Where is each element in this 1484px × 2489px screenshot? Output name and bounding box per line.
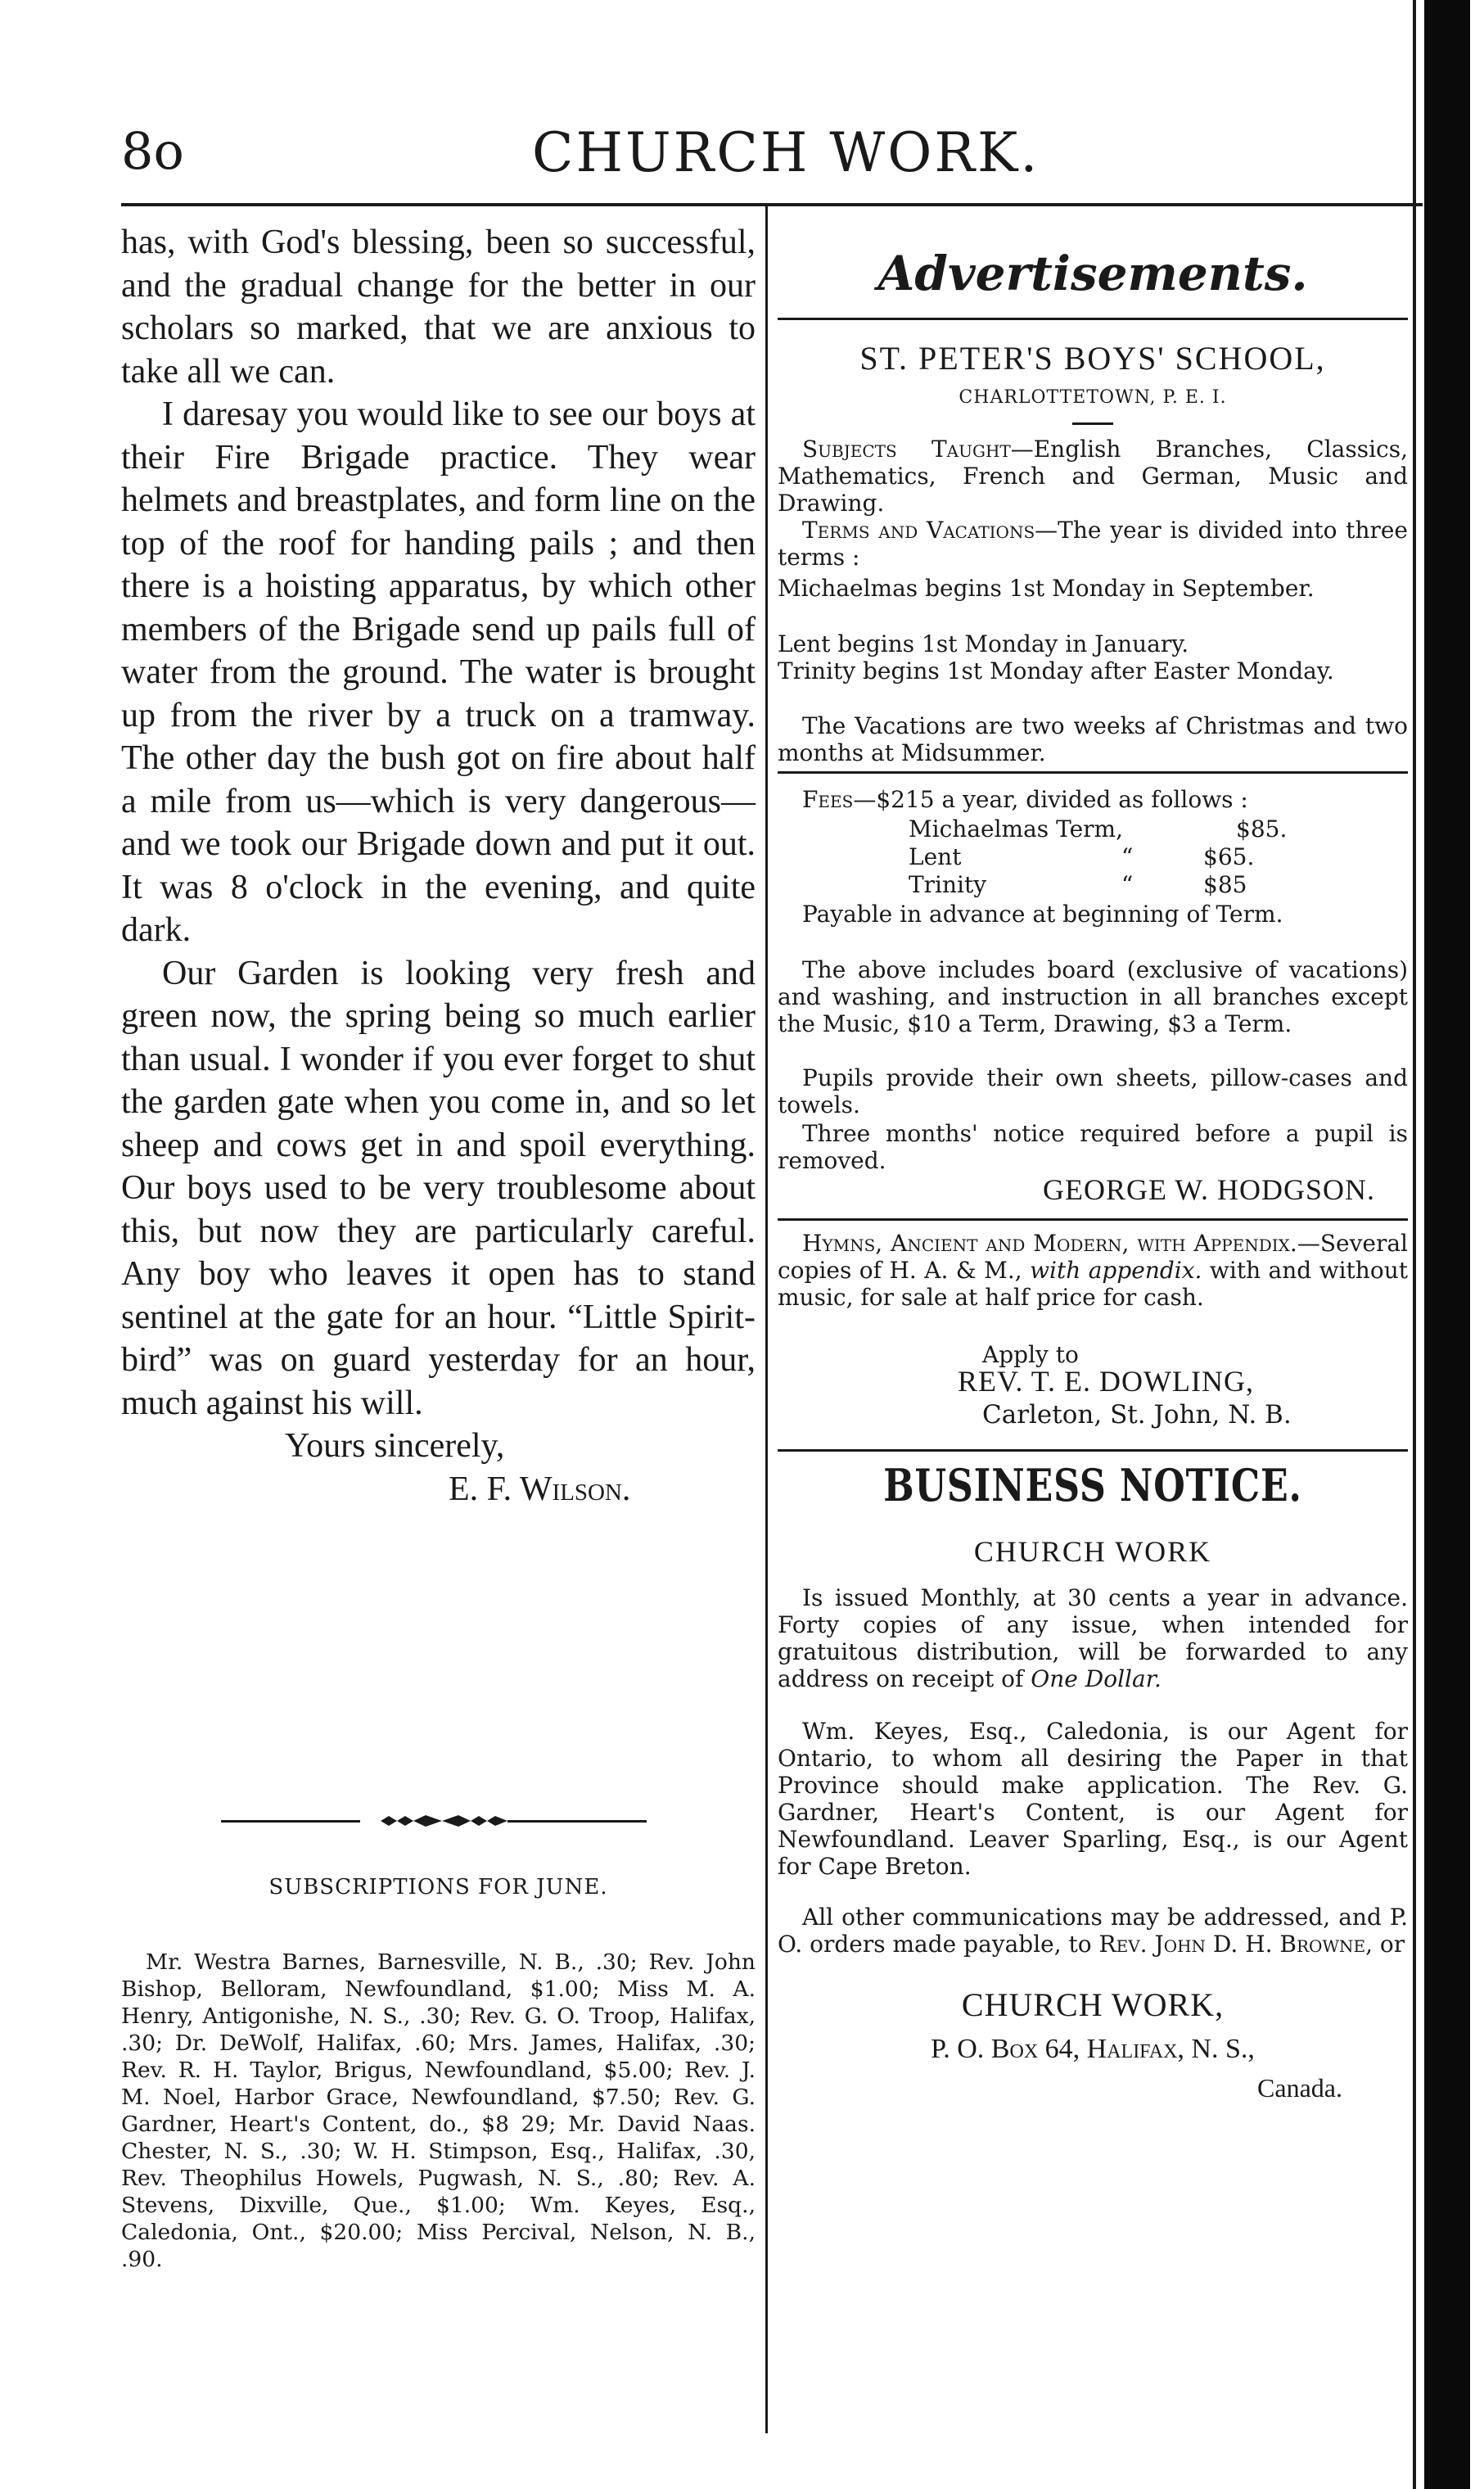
hymns-rule — [778, 1218, 1408, 1221]
page-edge-shadow — [1424, 0, 1470, 2489]
school-includes: The above includes board (exclusive of vacations) and washing, and instruction in all branches except the Music, $10 a Term, Drawing, $3 a Term. — [778, 956, 1408, 1037]
school-notice: Three months' notice required before a pupil is removed. — [778, 1120, 1408, 1174]
header-rule — [121, 203, 1423, 206]
letter-paragraph-1: has, with God's blessing, been so successful, and the gradual change for the better in our scholars so marked, that we are anxious to take all we can. — [121, 224, 756, 391]
hymns-address: Carleton, St. John, N. B. — [982, 1400, 1292, 1430]
business-rule — [778, 1449, 1408, 1452]
business-notice-title: BUSINESS NOTICE. — [883, 1459, 1302, 1511]
letter-closing — [121, 1425, 756, 1511]
business-country: Canada. — [1257, 2073, 1342, 2103]
left-column — [121, 221, 756, 1511]
letter-paragraph-3: Our Garden is looking very fresh and green now, the spring being so much earlier than usual. I wonder if you ever forget to shut the garden gate when you come in, and so let sheep and cows get in and spoil everything. Our boys used to be very troublesome about this, but now they are particularly careful. Any boy who leaves it open has to stand sentinel at the gate for an hour. “Little Spirit-bird” was on guard yesterday for an hour, much against his will. — [121, 954, 756, 1422]
fee-row-ditto: “ — [1121, 843, 1134, 870]
school-vacations: The Vacations are two weeks af Christmas and two months at Midsummer. — [778, 712, 1408, 766]
letter-paragraph-2: I daresay you would like to see our boys at their Fire Brigade practice. They wear helmets and breastplates, and form line on the top of the roof for handing pails ; and then there is a hoisting apparatus, by which other members of the Brigade send up pails full of water from the ground. The water is brought up from the river by a truck on a tramway. The other day the bush got on fire about half a mile from us—which is very dangerous—and we took our Brigade down and put it out. It was 8 o'clock in the evening, and quite dark. — [121, 395, 756, 949]
business-church-work: CHURCH WORK, — [961, 1986, 1225, 2023]
column-divider — [765, 206, 768, 2433]
letter-signature: E. F. Wilson. — [449, 1470, 631, 1508]
business-pobox: P. O. Box 64, Halifax, N. S., — [931, 2034, 1255, 2064]
subscriptions-list: Mr. Westra Barnes, Barnesville, N. B., .30; Rev. John Bishop, Belloram, Newfoundland, $1.00; Miss M. A. Henry, Antigonishe, N. S., .30; Rev. G. O. Troop, Halifax, .30; Dr. DeWolf, Halifax, .60; Mrs. James, Halifax, .30; Rev. R. H. Taylor, Brigus, Newfoundland, $5.00; Rev. J. M. Noel, Harbor Grace, Newfoundland, $7.50; Rev. G. Gardner, Heart's Content, do., $8 29; Mr. David Naas. Chester, N. S., .30; W. H. Stimpson, Esq., Halifax, .30, Rev. Theophilus Howels, Pugwash, N. S., .80; Rev. A. Stevens, Dixville, Que., $1.00; Wm. Keyes, Esq., Caledonia, Ont., $20.00; Miss Percival, Nelson, N. B., .90. — [121, 1949, 756, 2272]
fee-row-ditto: “ — [1121, 871, 1134, 898]
school-signature: GEORGE W. HODGSON. — [1042, 1173, 1375, 1206]
term-michaelmas: Michaelmas begins 1st Monday in September. — [778, 575, 1315, 602]
school-section-rule — [778, 771, 1408, 774]
business-issued: Is issued Monthly, at 30 cents a year in advance. Forty copies of any issue, when intended for gratuitous distribution, will be forwarded to any address on receipt of One Dollar. — [778, 1584, 1408, 1692]
business-subtitle: CHURCH WORK — [973, 1535, 1212, 1568]
page-number: 8o — [121, 121, 184, 181]
fee-row-term: Lent — [909, 843, 962, 870]
school-pupils: Pupils provide their own sheets, pillow-cases and towels. — [778, 1064, 1408, 1118]
school-subjects: Subjects Taught—English Branches, Classics, Mathematics, French and German, Music and Drawing. — [778, 436, 1409, 517]
fee-row-term: Trinity — [909, 871, 987, 898]
business-other: All other communications may be addressed, and P. O. orders made payable, to Rev. John D. H. Browne, or — [778, 1904, 1408, 1958]
page-edge-line — [1413, 0, 1416, 2489]
fee-row-amount: $85 — [1203, 871, 1247, 898]
advertisements-rule — [778, 318, 1408, 320]
term-trinity: Trinity begins 1st Monday after Easter Monday. — [778, 657, 1334, 684]
school-terms: Terms and Vacations—The year is divided into three terms : — [778, 517, 1408, 571]
hymns-notice: Hymns, Ancient and Modern, with Appendix.—Several copies of H. A. & M., with appendix. with and without music, for sale at half price for cash. — [778, 1230, 1408, 1311]
school-title: ST. PETER'S BOYS' SCHOOL, — [859, 340, 1326, 377]
business-agents: Wm. Keyes, Esq., Caledonia, is our Agent for Ontario, to whom all desiring the Paper in that Province should make application. The Rev. G. Gardner, Heart's Content, is our Agent for Newfoundland. Leaver Sparling, Esq., is our Agent for Cape Breton. — [778, 1718, 1408, 1880]
subscriptions-heading: SUBSCRIPTIONS FOR JUNE. — [268, 1875, 608, 1900]
fee-row-amount: $85. — [1236, 815, 1288, 842]
advertisements-title: Advertisements. — [877, 246, 1308, 301]
school-short-rule — [1072, 422, 1113, 425]
term-lent: Lent begins 1st Monday in January. — [778, 630, 1189, 657]
fee-row-term: Michaelmas Term, — [909, 815, 1123, 842]
running-head: CHURCH WORK. — [532, 121, 1040, 184]
ornament-divider — [221, 1813, 647, 1829]
closing-line: Yours sincerely, — [285, 1427, 505, 1465]
hymns-contact-name: REV. T. E. DOWLING, — [958, 1365, 1254, 1398]
school-location: CHARLOTTETOWN, P. E. I. — [959, 387, 1227, 408]
school-fees: Fees—$215 a year, divided as follows : — [802, 786, 1248, 813]
fee-row-amount: $65. — [1203, 843, 1255, 870]
hymns-apply: Apply to — [982, 1341, 1079, 1368]
school-payable: Payable in advance at beginning of Term. — [802, 901, 1283, 928]
